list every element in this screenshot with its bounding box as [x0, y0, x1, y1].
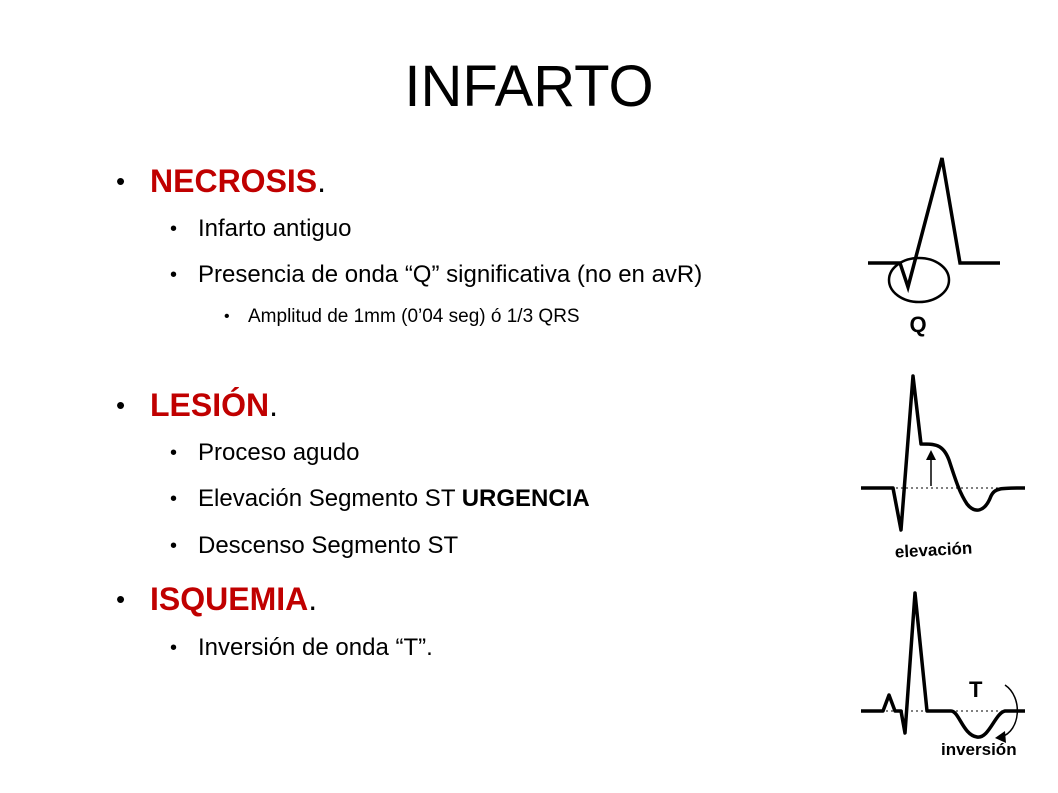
- bullet-dot: •: [116, 584, 126, 614]
- bullet-dot: •: [170, 442, 178, 464]
- bullet-isquemia: [116, 579, 318, 619]
- bullet-dot: •: [116, 166, 126, 196]
- urgencia-label: URGENCIA: [461, 485, 590, 512]
- heading-lesion: LESIÓN: [150, 387, 270, 423]
- ecg-st-elevation-figure: [855, 368, 1035, 568]
- bullet-inversion-t: [170, 633, 433, 663]
- bullet-dot: •: [170, 488, 178, 510]
- q-label: Q: [909, 312, 927, 337]
- bullet-lesion: [116, 385, 279, 425]
- ecg-q-wave-figure: [860, 150, 1010, 340]
- slide-title: INFARTO: [404, 54, 654, 119]
- q-circle: [889, 258, 949, 302]
- bullet-dot: •: [116, 390, 126, 420]
- ecg-trace: [861, 376, 1025, 530]
- bullet-text: Inversión de onda “T”.: [198, 634, 433, 661]
- bullet-necrosis: [116, 161, 327, 201]
- ecg-trace: [868, 158, 1000, 287]
- ecg-trace: [861, 593, 1025, 737]
- bullet-text: Descenso Segmento ST: [198, 532, 459, 559]
- heading-period: .: [317, 163, 327, 199]
- elevation-label: elevación: [894, 538, 973, 562]
- arrow-head: [926, 450, 936, 460]
- bullet-text: Infarto antiguo: [198, 215, 352, 242]
- bullet-amplitud: [224, 305, 580, 329]
- bullet-dot: •: [170, 535, 178, 557]
- bullet-dot: •: [170, 218, 178, 240]
- bullet-descenso-st: [170, 531, 459, 561]
- ecg-t-inversion-figure: [855, 585, 1035, 765]
- bullet-text: Presencia de onda “Q” significativa (no en avR): [198, 261, 703, 288]
- bullet-dot: •: [224, 308, 230, 325]
- heading-necrosis: NECROSIS: [150, 163, 318, 199]
- inversion-label: inversión: [941, 740, 1017, 759]
- bullet-elevacion-st: [170, 484, 590, 514]
- bullet-text: Elevación Segmento ST: [198, 485, 462, 512]
- bullet-onda-q: [170, 260, 703, 290]
- bullet-dot: •: [170, 264, 178, 286]
- bullet-dot: •: [170, 637, 178, 659]
- bullet-text: Proceso agudo: [198, 439, 360, 466]
- t-label: T: [969, 677, 983, 702]
- heading-isquemia: ISQUEMIA: [150, 581, 309, 617]
- bullet-proceso-agudo: [170, 438, 360, 468]
- heading-period: .: [308, 581, 318, 617]
- bullet-infarto-antiguo: [170, 214, 352, 244]
- bullet-text: Amplitud de 1mm (0’04 seg) ó 1/3 QRS: [248, 306, 580, 327]
- heading-period: .: [269, 387, 279, 423]
